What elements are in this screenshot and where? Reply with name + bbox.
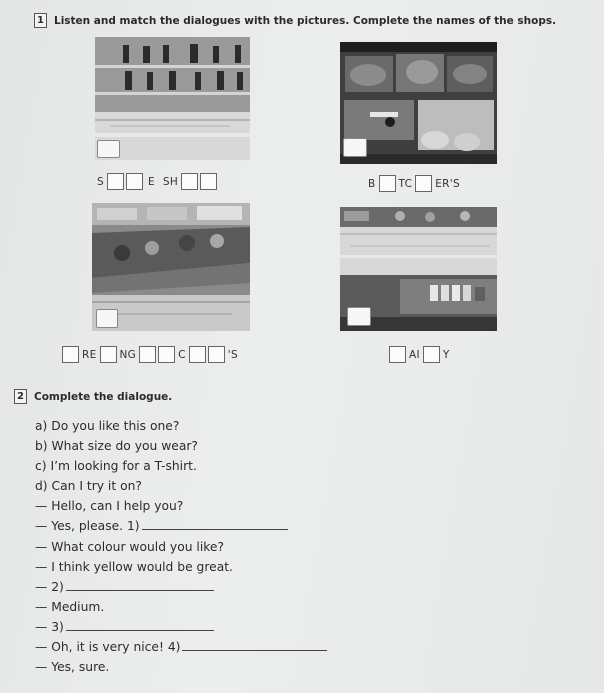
letter-gap[interactable] <box>389 346 406 363</box>
letter-gap[interactable] <box>181 173 198 190</box>
letter-gap[interactable] <box>415 175 432 192</box>
letter-gap[interactable] <box>379 175 396 192</box>
option-b: b) What size do you wear? <box>35 439 198 454</box>
option-c: c) I’m looking for a T-shirt. <box>35 459 197 474</box>
photo-greengrocers <box>92 203 250 331</box>
shop-name-2 <box>366 175 462 192</box>
photo-dairy <box>340 207 497 331</box>
option-a: a) Do you like this one? <box>35 419 180 433</box>
dialogue-line-blank-1: — Yes, please. 1) <box>35 516 327 536</box>
exercise-2-instruction: Complete the dialogue. <box>34 390 173 403</box>
exercise-1-instruction: Listen and match the dialogues with the pictures. Complete the names of the shops. <box>54 14 557 27</box>
dialogue-line: — What colour would you like? <box>35 539 225 554</box>
shop-name-1 <box>95 173 218 190</box>
answer-box-photo-2[interactable] <box>343 138 367 157</box>
exercise-2-number: 2 <box>14 389 27 404</box>
dialogue-line: — Hello, can I help you? <box>35 499 184 514</box>
dialogue-line-blank-3: — 3) <box>35 617 327 637</box>
letter-gap[interactable] <box>62 346 79 363</box>
dialogue-line: — I think yellow would be great. <box>35 559 233 574</box>
answer-blank-1[interactable] <box>142 517 288 530</box>
dialogue-line: — Medium. <box>35 599 105 614</box>
exercise-1-number: 1 <box>34 13 47 28</box>
dialogue <box>35 416 327 677</box>
shop-2-part-2: TC <box>398 177 413 190</box>
answer-box-photo-3[interactable] <box>96 309 118 328</box>
shop-2-part-0: B <box>368 177 376 190</box>
shop-name-3 <box>61 346 240 363</box>
option-d: d) Can I try it on? <box>35 479 142 494</box>
shop-3-part-1: RE <box>82 348 97 361</box>
letter-gap[interactable] <box>200 173 217 190</box>
shop-name-4 <box>388 346 452 363</box>
shop-2-part-4: ER'S <box>435 177 460 190</box>
dialogue-line: — Yes, sure. <box>35 660 110 675</box>
exercise-1-header <box>34 13 556 28</box>
shop-4-part-3: Y <box>442 348 450 361</box>
letter-gap[interactable] <box>107 173 124 190</box>
shop-1-part-4: SH <box>162 175 179 188</box>
photo-shoe-shop <box>95 37 250 160</box>
dialogue-line-blank-2: — 2) <box>35 577 327 597</box>
shop-3-part-9: 'S <box>227 348 238 361</box>
letter-gap[interactable] <box>139 346 156 363</box>
answer-box-photo-1[interactable] <box>97 140 120 158</box>
shop-4-part-1: AI <box>409 348 420 361</box>
letter-gap[interactable] <box>423 346 440 363</box>
shop-1-part-3: E <box>147 175 155 188</box>
shop-3-part-3: NG <box>119 348 137 361</box>
letter-gap[interactable] <box>100 346 117 363</box>
shop-3-part-6: C <box>178 348 186 361</box>
photo-butchers <box>340 42 497 164</box>
answer-blank-4[interactable] <box>182 638 327 651</box>
shop-1-part-0: S <box>97 175 104 188</box>
letter-gap[interactable] <box>126 173 143 190</box>
answer-blank-2[interactable] <box>66 578 214 591</box>
letter-gap[interactable] <box>189 346 206 363</box>
letter-gap[interactable] <box>158 346 175 363</box>
answer-blank-3[interactable] <box>66 618 214 631</box>
answer-box-photo-4[interactable] <box>347 307 371 326</box>
letter-gap[interactable] <box>208 346 225 363</box>
dialogue-line-blank-4: — Oh, it is very nice! 4) <box>35 637 327 657</box>
exercise-2-header <box>14 389 172 404</box>
